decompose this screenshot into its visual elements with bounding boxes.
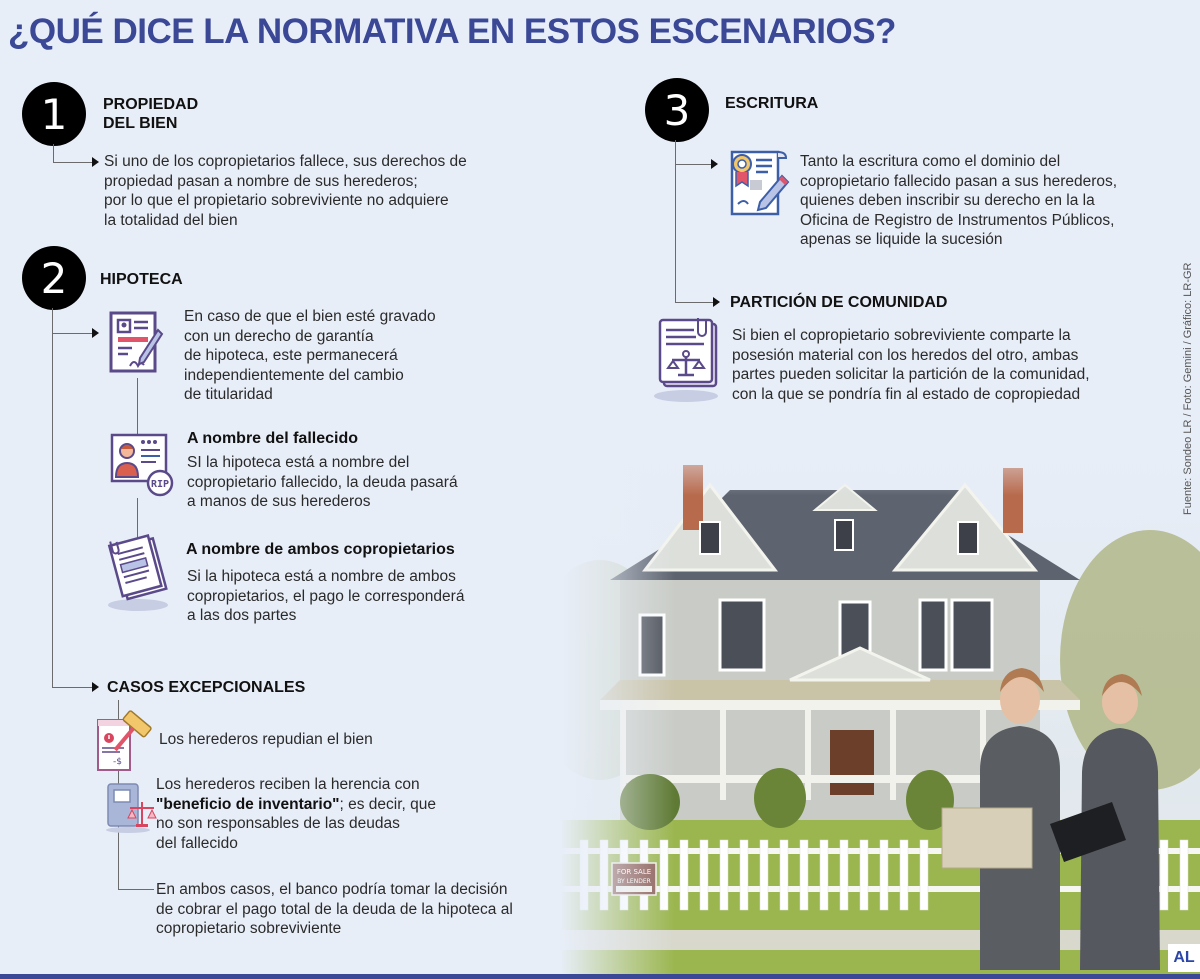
text-line: Si uno de los copropietarios fallece, sus derechos de: [104, 153, 467, 170]
heading-line: DEL BIEN: [103, 115, 178, 132]
case-title-deceased: A nombre del fallecido: [187, 430, 358, 447]
exceptional-cases-heading: CASOS EXCEPCIONALES: [107, 679, 306, 696]
connector-line: [137, 378, 138, 438]
text-line: con la que se pondría fin al estado de copropiedad: [732, 385, 1081, 403]
text-line: independientemente del cambio: [184, 366, 404, 384]
community-partition-heading: PARTICIÓN DE COMUNIDAD: [730, 294, 948, 311]
section-heading-mortgage: HIPOTECA: [100, 271, 183, 288]
text-line: la totalidad del bien: [104, 211, 238, 229]
arrow-right-icon: [711, 159, 718, 169]
svg-text:RIP: RIP: [150, 479, 170, 490]
connector-line: [137, 498, 138, 538]
text-line: partes pueden solicitar la partición de la comunidad,: [732, 366, 1090, 383]
publisher-logo: AL: [1168, 944, 1200, 972]
text-line: del fallecido: [156, 834, 238, 852]
arrow-right-icon: [92, 682, 99, 692]
text-line: Los herederos reciben la herencia con: [156, 776, 420, 793]
case-text-both-owners: [187, 567, 464, 626]
section-number-2: 2: [22, 246, 86, 310]
connector-line: [52, 333, 96, 334]
deed-certificate-icon: [724, 146, 790, 218]
text-line: a manos de sus herederos: [187, 493, 371, 510]
exceptional-item-repudiate: Los herederos repudian el bien: [159, 731, 373, 748]
community-partition-text: [732, 326, 1090, 404]
house-photo: [560, 430, 1200, 975]
case-text-deceased: [187, 453, 458, 512]
deceased-rip-id-icon: [110, 433, 174, 497]
gavel-invoice-icon: [96, 710, 158, 772]
text-line: copropietario sobreviviente: [156, 920, 342, 937]
arrow-right-icon: [92, 157, 99, 167]
house-illustration: [560, 430, 1200, 975]
deed-text: [800, 152, 1117, 250]
text-line: propiedad pasan a nombre de sus herederos;: [104, 172, 418, 190]
page-title: ¿QUÉ DICE LA NORMATIVA EN ESTOS ESCENARIOS?: [8, 12, 896, 51]
source-credit: Fuente: Sondeo LR / Foto: Gemini / Gráfico: LR-GR: [1182, 262, 1194, 515]
text-line: En caso de que el bien esté gravado: [184, 308, 436, 325]
text-line: posesión material con los heredos del otro, ambas: [732, 346, 1079, 364]
arrow-right-icon: [713, 297, 720, 307]
case-title-both-owners: A nombre de ambos copropietarios: [186, 541, 455, 558]
bottom-bar: [0, 974, 1200, 979]
text-line: no son responsables de las deudas: [156, 815, 400, 832]
exceptional-conclusion: [156, 880, 513, 939]
law-book-scales-icon: [104, 780, 158, 834]
mortgage-intro-text: [184, 307, 436, 405]
text-line: quienes deben inscribir su derecho en la la: [800, 192, 1095, 209]
text-line: de cobrar el pago total de la deuda de la hipoteca al: [156, 900, 513, 918]
text-line: Si la hipoteca está a nombre de ambos: [187, 568, 456, 585]
text-line: copropietarios, el pago le corresponderá: [187, 587, 465, 605]
legal-document-scales-icon: [652, 316, 724, 404]
connector-line: [52, 687, 96, 688]
text-line: apenas se liquide la sucesión: [800, 231, 1003, 248]
text-line: de titularidad: [184, 386, 273, 403]
text-line: SI la hipoteca está a nombre del: [187, 454, 410, 471]
text-line: con un derecho de garantía: [184, 327, 374, 345]
connector-line: [675, 164, 713, 165]
text-line: de hipoteca, este permanecerá: [184, 347, 398, 364]
svg-text:-$: -$: [113, 757, 122, 767]
text-line: Tanto la escritura como el dominio del: [800, 153, 1061, 170]
inventory-benefit-bold: "beneficio de inventario": [156, 795, 340, 813]
connector-line: [53, 144, 54, 162]
section-number-1: 1: [22, 82, 86, 146]
text-line: Oficina de Registro de Instrumentos Públicos,: [800, 211, 1115, 229]
text-fragment: ; es decir, que: [339, 795, 437, 813]
arrow-right-icon: [92, 328, 99, 338]
section-heading-property: [103, 95, 198, 133]
heading-line: PROPIEDAD: [103, 96, 199, 113]
section-number-3: 3: [645, 78, 709, 142]
connector-line: [675, 302, 713, 303]
text-line: copropietario fallecido pasan a sus herederos,: [800, 172, 1118, 190]
text-line: Si bien el copropietario sobreviviente comparte la: [732, 327, 1071, 344]
connector-line: [118, 889, 154, 890]
text-line: por lo que el propietario sobreviviente no adquiere: [104, 192, 449, 209]
documents-stack-icon: [104, 533, 174, 613]
connector-line: [52, 308, 53, 688]
section-heading-deed: ESCRITURA: [725, 95, 819, 112]
section-1-text: [104, 152, 467, 230]
text-line: copropietario fallecido, la deuda pasará: [187, 473, 458, 491]
connector-line: [53, 162, 93, 163]
exceptional-item-inventory-benefit: [156, 775, 436, 853]
text-line: [156, 795, 436, 815]
text-line: a las dos partes: [187, 607, 297, 624]
mortgage-contract-icon: [108, 310, 164, 376]
text-line: En ambos casos, el banco podría tomar la decisión: [156, 881, 508, 898]
